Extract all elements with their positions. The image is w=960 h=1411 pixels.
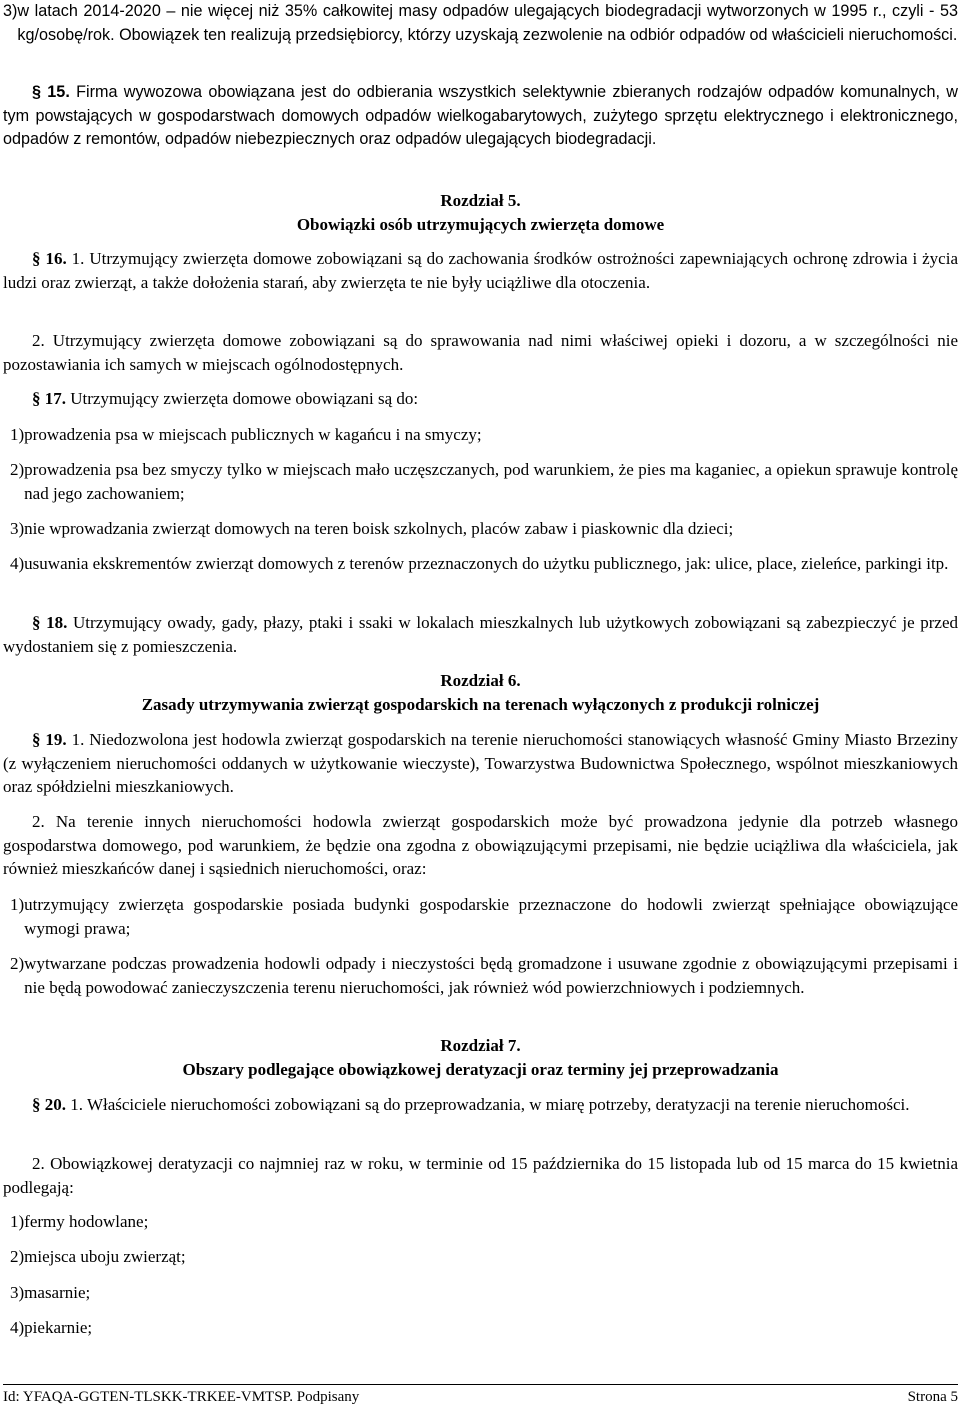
paragraph-text: 2. Na terenie innych nieruchomości hodowla zwierząt gospodarskich może być prowadzona jedynie dla potrzeb własnego gospodarstwa domowego, pod warunkiem, że będzie ona zgodna z obowiązującymi przepisami, nie będzie uciążliwa dla właściciela, jak również mieszkańców danej i sąsiednich nieruchomości, oraz:: [3, 812, 958, 878]
list-item-text: usuwania ekskrementów zwierząt domowych z terenów przeznaczonych do użytku publicznego, jak: ulice, place, zieleńce, parkingi itp.: [24, 554, 949, 573]
chapter-title: Obowiązki osób utrzymujących zwierzęta domowe: [296, 214, 665, 234]
list-item: [10, 1281, 958, 1305]
chapter-heading: [3, 189, 958, 236]
list-item-number: 2): [10, 460, 25, 479]
list-item-text: w latach 2014-2020 – nie więcej niż 35% całkowitej masy odpadów ulegających biodegradacji wytworzonych w 1995 r., czyli - 53 kg/osobę/rok. Obowiązek ten realizują przedsiębiorcy, którzy uzyskają zezwolenie na odbiór odpadów od właścicieli nieruchomości.: [17, 2, 958, 44]
list-item-text: prowadzenia psa w miejscach publicznych w kagańcu i na smyczy;: [24, 425, 482, 444]
list-item: [10, 1316, 958, 1340]
paragraph-19-ust-1: [3, 728, 958, 799]
paragraph-15: [3, 81, 958, 152]
chapter-label: Rozdział 6.: [440, 671, 521, 690]
paragraph-16-ust-1: [3, 247, 958, 294]
chapter-title: Zasady utrzymywania zwierząt gospodarskich na terenach wyłączonych z produkcji rolniczej: [141, 694, 820, 714]
paragraph-number: § 18.: [32, 613, 68, 632]
list-item-number: 1): [10, 1212, 25, 1231]
list-item-number: 4): [10, 1318, 25, 1337]
list-item: [10, 1245, 958, 1269]
list-item-number: 3): [10, 519, 25, 538]
paragraph-19-ust-2: [3, 810, 958, 881]
list-item-number: 3): [3, 2, 18, 20]
list-item-number: 3): [10, 1283, 25, 1302]
chapter-heading: [3, 1034, 958, 1081]
paragraph-number: § 16.: [32, 249, 67, 268]
paragraph-text: Utrzymujący owady, gady, płazy, ptaki i ssaki w lokalach mieszkalnych lub użytkowych zobowiązani są zabezpieczyć je przed wydostaniem się z pomieszczenia.: [3, 613, 959, 656]
list-item-number: 2): [10, 1247, 25, 1266]
list-item: [10, 458, 958, 505]
paragraph-text: 2. Obowiązkowej deratyzacji co najmniej raz w roku, w terminie od 15 października do 15 listopada lub od 15 marca do 15 kwietnia podlegają:: [3, 1154, 958, 1197]
list-item-text: prowadzenia psa bez smyczy tylko w miejscach mało uczęszczanych, pod warunkiem, że pies ma kaganiec, a opiekun sprawuje kontrolę nad jego zachowaniem;: [24, 460, 958, 503]
paragraph-20-ust-1: [3, 1093, 958, 1117]
page-footer: [3, 1384, 958, 1411]
list-item-text: nie wprowadzania zwierząt domowych na teren boisk szkolnych, placów zabaw i piaskownic dla dzieci;: [24, 519, 734, 538]
list-item: [10, 952, 958, 999]
list-item: [10, 517, 958, 541]
list-item-text: miejsca uboju zwierząt;: [24, 1247, 186, 1266]
list-item-text: masarnie;: [24, 1283, 91, 1302]
paragraph-text: Firma wywozowa obowiązana jest do odbierania wszystkich selektywnie zbieranych rodzajów odpadów komunalnych, w tym powstających w gospodarstwach domowych odpadów wielkogabarytowych, zużytego sprzętu elektrycznego i elektronicznego, odpadów z remontów, odpadów niebezpiecznych oraz odpadów ulegających biodegradacji.: [3, 83, 958, 148]
list-item: [10, 423, 958, 447]
chapter-title: Obszary podlegające obowiązkowej deratyzacji oraz terminy jej przeprowadzania: [182, 1059, 779, 1079]
paragraph-text: 1. Niedozwolona jest hodowla zwierząt gospodarskich na terenie nieruchomości stanowiących własność Gminy Miasto Brzeziny (z wyłączeniem nieruchomości oddanych w użytkowanie wieczyste), Towarzystwa Budownictwa Społecznego, wspólnot mieszkaniowych oraz spółdzielni mieszkaniowych.: [3, 730, 959, 796]
paragraph-number: § 20.: [32, 1095, 66, 1114]
list-item-text: utrzymujący zwierzęta gospodarskie posiada budynki gospodarskie przeznaczone do hodowli zwierząt spełniające obowiązujące wymogi prawa;: [24, 895, 958, 938]
list-item: [10, 552, 958, 576]
list-item: [10, 1210, 958, 1234]
document-id: Id: YFAQA-GGTEN-TLSKK-TRKEE-VMTSP. Podpisany: [3, 1389, 360, 1406]
list-item-text: wytwarzane podczas prowadzenia hodowli odpady i nieczystości będą gromadzone i usuwane zgodnie z obowiązującymi przepisami i nie będą powodować zanieczyszczenia terenu nieruchomości, jak również wód powierzchniowych i podziemnych.: [24, 954, 958, 997]
list-item-number: 1): [10, 425, 25, 444]
paragraph-20-ust-2: [3, 1152, 958, 1199]
chapter-heading: [3, 669, 958, 716]
list-item-number: 2): [10, 954, 25, 973]
list-item-text: fermy hodowlane;: [24, 1212, 149, 1231]
paragraph-18: [3, 611, 958, 658]
list-item: [3, 0, 958, 47]
list-item-number: 4): [10, 554, 25, 573]
paragraph-text: 2. Utrzymujący zwierzęta domowe zobowiązani są do sprawowania nad nimi właściwej opieki i dozoru, a w szczególności nie pozostawiania ich samych w miejscach ogólnodostępnych.: [3, 331, 958, 374]
paragraph-text: Utrzymujący zwierzęta domowe obowiązani są do:: [70, 389, 419, 408]
chapter-label: Rozdział 5.: [440, 191, 521, 210]
paragraph-number: § 19.: [32, 730, 67, 749]
list-item-text: piekarnie;: [24, 1318, 93, 1337]
page-number: Strona 5: [907, 1389, 958, 1406]
paragraph-17: [3, 387, 958, 411]
list-item: [10, 893, 958, 940]
paragraph-text: 1. Utrzymujący zwierzęta domowe zobowiązani są do zachowania środków ostrożności zapewniających ochronę zdrowia i życia ludzi oraz zwierząt, a także dołożenia starań, aby zwierzęta te nie były uciążliwe dla otoczenia.: [3, 249, 958, 292]
paragraph-number: § 15.: [32, 83, 70, 101]
paragraph-number: § 17.: [32, 389, 66, 408]
list-item-number: 1): [10, 895, 25, 914]
paragraph-text: 1. Właściciele nieruchomości zobowiązani są do przeprowadzania, w miarę potrzeby, deratyzacji na terenie nieruchomości.: [70, 1095, 910, 1114]
chapter-label: Rozdział 7.: [440, 1036, 521, 1055]
paragraph-16-ust-2: [3, 329, 958, 376]
